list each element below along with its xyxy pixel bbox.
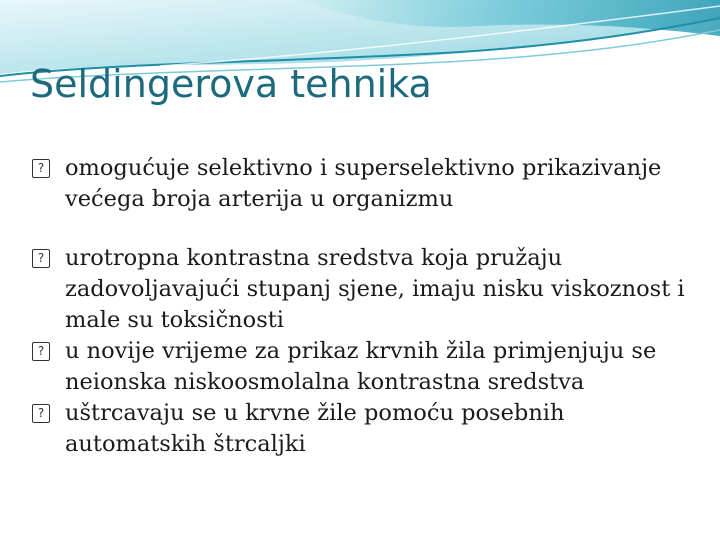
bullet-icon: ? xyxy=(32,342,50,361)
list-item-text: uštrcavaju se u krvne žile pomoću posebnih automatskih štrcaljki xyxy=(65,400,565,457)
list-item-text: urotropna kontrastna sredstva koja pružaju zadovoljavajući stupanj sjene, imaju nisku viskoznost i male su toksičnosti xyxy=(65,245,685,333)
list-item-text: omogućuje selektivno i superselektivno prikazivanje većega broja arterija u organizmu xyxy=(65,155,662,212)
bullet-icon: ? xyxy=(32,249,50,268)
bullet-list xyxy=(32,153,712,460)
list-item xyxy=(32,243,712,336)
bullet-icon: ? xyxy=(32,159,50,178)
list-item-text: u novije vrijeme za prikaz krvnih žila primjenjuju se neionska niskoosmolalna kontrastna sredstva xyxy=(65,338,657,395)
list-item xyxy=(32,336,712,398)
slide-title: Seldingerova tehnika xyxy=(30,62,432,106)
list-item xyxy=(32,398,712,460)
list-item xyxy=(32,153,712,215)
bullet-icon: ? xyxy=(32,404,50,423)
